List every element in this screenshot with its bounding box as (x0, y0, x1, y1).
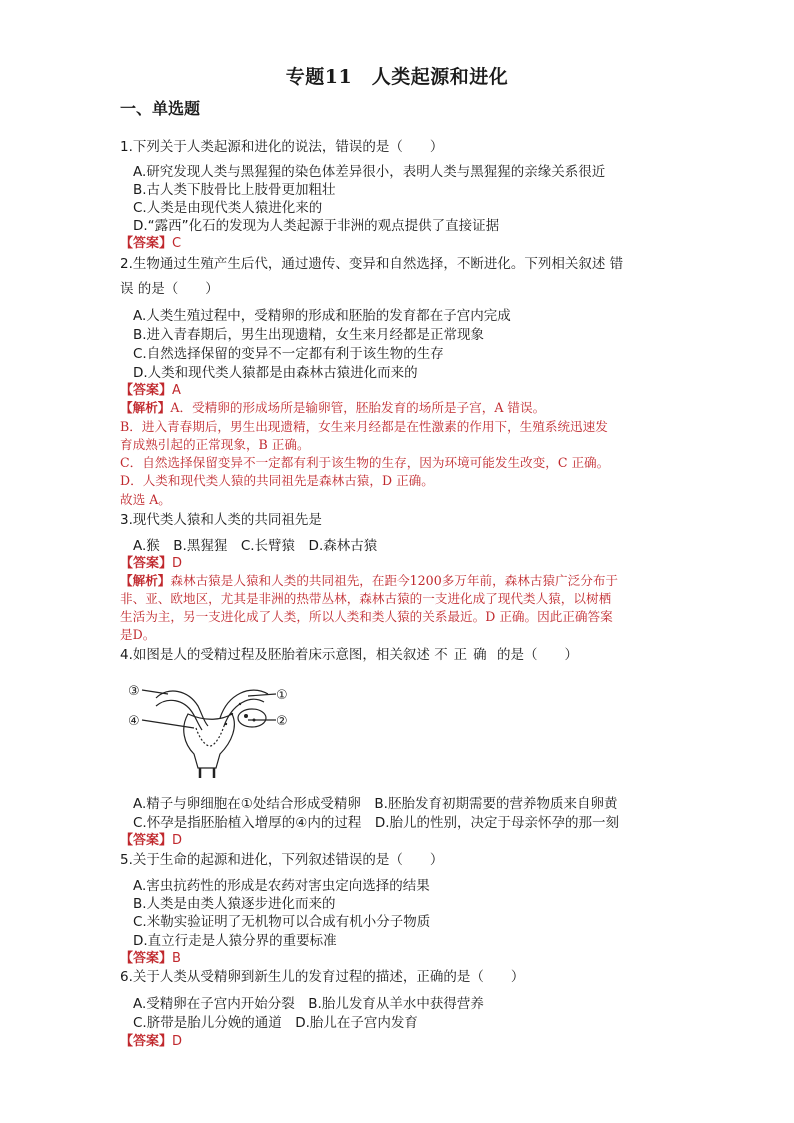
diagram-label-4: ④ (128, 714, 140, 729)
question-3-options: A.猴 B.黑猩猩 C.长臂猿 D.森林古猿 (133, 538, 378, 554)
answer-value: D (172, 556, 183, 571)
question-5-option-a: A.害虫抗药性的形成是农药对害虫定向选择的结果 (133, 878, 430, 894)
question-3-explain-line-3: 生活为主，另一支进化成了人类，所以人类和类人猿的关系最近。D 正确。因此正确答案 (120, 609, 613, 624)
answer-value: A (172, 383, 181, 398)
diagram-label-2: ② (276, 714, 288, 729)
question-6-answer (120, 1030, 182, 1049)
diagram-label-1: ① (276, 688, 288, 703)
label-line-4 (142, 720, 194, 728)
question-5-answer (120, 947, 181, 966)
question-2-explain-line-6: 故选 A。 (120, 492, 171, 507)
question-1-option-b: B.古人类下肢骨比上肢骨更加粗壮 (133, 182, 336, 198)
question-5-stem: 5.关于生命的起源和进化，下列叙述错误的是（ ） (120, 852, 444, 868)
question-5-option-d: D.直立行走是人猿分界的重要标准 (133, 933, 337, 949)
answer-value: B (172, 951, 181, 966)
question-6-stem: 6.关于人类从受精卵到新生儿的发育过程的描述，正确的是（ ） (120, 969, 525, 985)
question-6-options-cd: C.脐带是胎儿分娩的通道 D.胎儿在子宫内发育 (133, 1015, 418, 1031)
question-4-options-ab: A.精子与卵细胞在①处结合形成受精卵 B.胚胎发育初期需要的营养物质来自卵黄 (133, 796, 618, 812)
page-title: 专题11 人类起源和进化 (285, 66, 509, 88)
question-2-explain-line-1 (120, 397, 545, 416)
question-4-stem-emphasis: 不正确 (434, 647, 493, 663)
question-5-option-c: C.米勒实验证明了无机物可以合成有机小分子物质 (133, 914, 431, 930)
answer-label: 【答案】 (120, 556, 173, 571)
question-2-stem-line-2: 误 的是（ ） (120, 281, 219, 297)
question-1-answer (120, 232, 181, 251)
question-2-explain-line-2: B．进入青春期后，男生出现遗精，女生来月经都是在性激素的作用下，生殖系统迅速发 (120, 419, 608, 434)
answer-label: 【答案】 (120, 951, 173, 966)
question-3-stem: 3.现代类人猿和人类的共同祖先是 (120, 512, 322, 528)
answer-value: C (172, 236, 182, 251)
question-2-answer (120, 379, 181, 398)
answer-value: D (172, 1034, 183, 1049)
question-2-stem-line-1: 2.生物通过生殖产生后代，通过遗传、变异和自然选择，不断进化。下列相关叙述 错 (120, 256, 624, 272)
explain-text: 森林古猿是人猿和人类的共同祖先，在距今1200多万年前，森林古猿广泛分布于 (170, 573, 619, 588)
section-heading: 一、单选题 (120, 99, 201, 118)
question-3-explain-line-4: 是D。 (120, 627, 156, 642)
question-4-stem-start: 4.如图是人的受精过程及胚胎着床示意图，相关叙述 (120, 647, 430, 663)
question-1-option-a: A.研究发现人类与黑猩猩的染色体差异很小，表明人类与黑猩猩的亲缘关系很近 (133, 164, 606, 180)
fertilization-implantation-diagram (128, 676, 298, 780)
diagram-label-3: ③ (128, 684, 140, 699)
question-2-explain-line-3: 育成熟引起的正常现象，B 正确。 (120, 437, 310, 452)
question-4-options-cd: C.怀孕是指胚胎植入增厚的④内的过程 D.胎儿的性别，决定于母亲怀孕的那一刻 (133, 815, 620, 831)
answer-value: D (172, 833, 183, 848)
question-1-option-d: D.“露西”化石的发现为人类起源于非洲的观点提供了直接证据 (133, 218, 500, 234)
uterus (184, 714, 235, 768)
answer-label: 【答案】 (120, 1034, 173, 1049)
question-6-options-ab: A.受精卵在子宫内开始分裂 B.胎儿发育从羊水中获得营养 (133, 996, 484, 1012)
question-4-stem-end: 的是（ ） (496, 647, 578, 663)
question-2-option-b: B.进入青春期后，男生出现遗精，女生来月经都是正常现象 (133, 327, 485, 343)
question-2-option-c: C.自然选择保留的变异不一定都有利于该生物的生存 (133, 346, 444, 362)
ovary (238, 709, 266, 727)
question-2-option-d: D.人类和现代类人猿都是由森林古猿进化而来的 (133, 365, 418, 381)
label-line-1 (248, 694, 276, 696)
left-fallopian-tube (156, 691, 208, 726)
explain-label: 【解析】 (120, 400, 171, 415)
question-3-answer (120, 552, 182, 571)
question-2-explain-line-5: D．人类和现代类人猿的共同祖先是森林古猿，D 正确。 (120, 473, 434, 488)
explain-text: A．受精卵的形成场所是输卵管，胚胎发育的场所是子宫，A 错误。 (170, 400, 546, 415)
question-5-option-b: B.人类是由类人猿逐步进化而来的 (133, 896, 336, 912)
answer-label: 【答案】 (120, 236, 173, 251)
right-fallopian-tube (220, 690, 268, 718)
question-3-explain-line-1 (120, 570, 618, 589)
question-3-explain-line-2: 非、亚、欧地区，尤其是非洲的热带丛林，森林古猿的一支进化成了现代类人猿，以树栖 (120, 591, 612, 606)
question-1-stem: 1.下列关于人类起源和进化的说法，错误的是（ ） (120, 139, 444, 155)
question-4-answer (120, 829, 182, 848)
question-2-explain-line-4: C．自然选择保留变异不一定都有利于该生物的生存，因为环境可能发生改变，C 正确。 (120, 455, 610, 470)
question-1-option-c: C.人类是由现代类人猿进化来的 (133, 200, 323, 216)
answer-label: 【答案】 (120, 833, 173, 848)
question-4-stem (120, 643, 578, 663)
question-2-option-a: A.人类生殖过程中，受精卵的形成和胚胎的发育都在子宫内完成 (133, 308, 511, 324)
cervix (200, 768, 214, 778)
explain-label: 【解析】 (120, 573, 171, 588)
answer-label: 【答案】 (120, 383, 173, 398)
